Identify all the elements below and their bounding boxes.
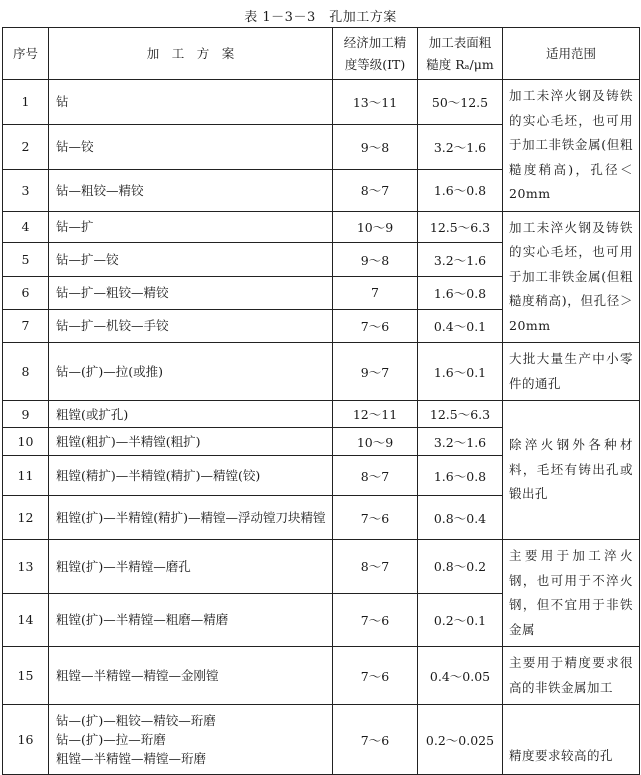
table-row xyxy=(3,705,640,775)
row-plan: 钻—扩—铰 xyxy=(49,243,333,276)
row-ra: 0.8～0.2 xyxy=(418,540,503,594)
plan-line: 钻—(扩)—粗铰—精铰—珩磨 xyxy=(56,713,216,728)
row-ra: 0.8～0.4 xyxy=(418,496,503,540)
header-ra-line2: 糙度 Rₐ/μm xyxy=(426,56,494,72)
header-scope: 适用范围 xyxy=(503,28,640,80)
header-num: 序号 xyxy=(3,28,49,80)
row-ra: 1.6～0.1 xyxy=(418,343,503,401)
row-num: 6 xyxy=(3,276,49,309)
row-it: 10～9 xyxy=(333,211,418,243)
row-ra: 12.5～6.3 xyxy=(418,401,503,428)
row-it: 8～7 xyxy=(333,456,418,496)
row-plan: 钻—(扩)—拉(或推) xyxy=(49,343,333,401)
row-it: 7～6 xyxy=(333,647,418,705)
row-num: 2 xyxy=(3,124,49,169)
row-num: 14 xyxy=(3,593,49,647)
row-ra: 0.2～0.025 xyxy=(418,705,503,775)
table-row xyxy=(3,80,640,125)
scope-group-1: 加工未淬火钢及铸铁的实心毛坯，也可用于加工非铁金属(但粗糙度稍高)，孔径＜20mm xyxy=(503,80,640,212)
row-num: 8 xyxy=(3,343,49,401)
scope-group-4: 除淬火钢外各种材料，毛坯有铸出孔或锻出孔 xyxy=(503,401,640,540)
row-plan: 钻—粗铰—精铰 xyxy=(49,169,333,211)
scope-group-2: 加工未淬火钢及铸铁的实心毛坯，也可用于加工非铁金属(但粗糙度稍高)，但孔径＞20mm xyxy=(503,211,640,343)
header-plan: 加 工 方 案 xyxy=(49,28,333,80)
row-ra: 3.2～1.6 xyxy=(418,243,503,276)
row-plan: 粗镗(扩)—半精镗(精扩)—精镗—浮动镗刀块精镗 xyxy=(49,496,333,540)
row-it: 7～6 xyxy=(333,593,418,647)
table-caption: 表 1－3－3 孔加工方案 xyxy=(244,10,397,25)
header-it xyxy=(333,28,418,80)
row-ra: 0.4～0.1 xyxy=(418,309,503,342)
row-num: 3 xyxy=(3,169,49,211)
row-num: 5 xyxy=(3,243,49,276)
row-it: 9～8 xyxy=(333,243,418,276)
table-row xyxy=(3,647,640,705)
row-plan: 粗镗(扩)—半精镗—粗磨—精磨 xyxy=(49,593,333,647)
row-num: 7 xyxy=(3,309,49,342)
row-num: 15 xyxy=(3,647,49,705)
table-row xyxy=(3,211,640,243)
header-it-line1: 经济加工精 xyxy=(343,34,407,50)
row-plan: 钻 xyxy=(49,80,333,125)
row-ra: 1.6～0.8 xyxy=(418,276,503,309)
row-it: 7～6 xyxy=(333,705,418,775)
row-plan: 粗镗(或扩孔) xyxy=(49,401,333,428)
row-plan: 粗镗(精扩)—半精镗(精扩)—精镗(铰) xyxy=(49,456,333,496)
row-num: 4 xyxy=(3,211,49,243)
row-num: 13 xyxy=(3,540,49,594)
scope-group-6: 主要用于精度要求很高的非铁金属加工 xyxy=(503,647,640,705)
plan-line: 钻—(扩)—拉—珩磨 xyxy=(56,732,166,747)
row-plan: 钻—扩 xyxy=(49,211,333,243)
row-it: 13～11 xyxy=(333,80,418,125)
row-it: 8～7 xyxy=(333,169,418,211)
row-plan-multi xyxy=(49,705,333,775)
row-plan: 粗镗—半精镗—精镗—金刚镗 xyxy=(49,647,333,705)
row-ra: 0.4～0.05 xyxy=(418,647,503,705)
scope-group-7: 精度要求较高的孔 xyxy=(503,705,640,775)
row-it: 9～8 xyxy=(333,124,418,169)
scope-group-5: 主要用于加工淬火钢，也可用于不淬火钢，但不宜用于非铁金属 xyxy=(503,540,640,647)
row-num: 1 xyxy=(3,80,49,125)
table-row xyxy=(3,343,640,401)
row-ra: 3.2～1.6 xyxy=(418,428,503,456)
row-it: 10～9 xyxy=(333,428,418,456)
row-plan: 钻—扩—机铰—手铰 xyxy=(49,309,333,342)
hole-machining-table xyxy=(2,27,640,775)
row-plan: 钻—扩—粗铰—精铰 xyxy=(49,276,333,309)
row-ra: 0.2～0.1 xyxy=(418,593,503,647)
row-num: 9 xyxy=(3,401,49,428)
header-row xyxy=(3,28,640,80)
row-num: 16 xyxy=(3,705,49,775)
header-ra xyxy=(418,28,503,80)
row-plan: 粗镗(扩)—半精镗—磨孔 xyxy=(49,540,333,594)
row-it: 7 xyxy=(333,276,418,309)
row-ra: 1.6～0.8 xyxy=(418,169,503,211)
header-ra-line1: 加工表面粗 xyxy=(428,34,492,50)
row-plan: 钻—铰 xyxy=(49,124,333,169)
plan-line: 粗镗—半精镗—精镗—珩磨 xyxy=(56,751,207,766)
row-it: 7～6 xyxy=(333,309,418,342)
row-plan: 粗镗(粗扩)—半精镗(粗扩) xyxy=(49,428,333,456)
table-row xyxy=(3,401,640,428)
row-it: 12～11 xyxy=(333,401,418,428)
scope-group-3: 大批大量生产中小零件的通孔 xyxy=(503,343,640,401)
header-it-line2: 度等级(IT) xyxy=(344,56,406,72)
row-ra: 1.6～0.8 xyxy=(418,456,503,496)
table-row xyxy=(3,540,640,594)
row-it: 7～6 xyxy=(333,496,418,540)
row-it: 9～7 xyxy=(333,343,418,401)
row-num: 11 xyxy=(3,456,49,496)
row-ra: 3.2～1.6 xyxy=(418,124,503,169)
row-num: 10 xyxy=(3,428,49,456)
row-num: 12 xyxy=(3,496,49,540)
row-ra: 50～12.5 xyxy=(418,80,503,125)
row-ra: 12.5～6.3 xyxy=(418,211,503,243)
row-it: 8～7 xyxy=(333,540,418,594)
